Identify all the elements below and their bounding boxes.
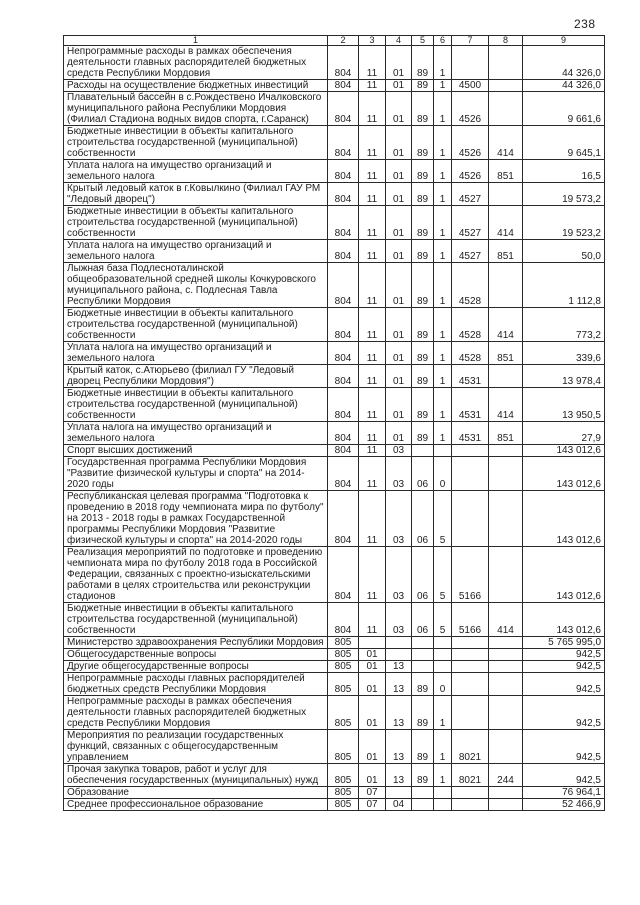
item-name-cell: Уплата налога на имущество организаций и земельного налога — [64, 342, 328, 365]
column-header: 4 — [386, 36, 412, 46]
target-item-code-cell: 4526 — [452, 126, 489, 160]
subprogram-code-cell: 1 — [434, 160, 452, 183]
table-row — [64, 649, 605, 661]
expense-type-code-cell — [489, 80, 523, 92]
table-row — [64, 799, 605, 811]
expense-type-code-cell — [489, 661, 523, 673]
subprogram-code-cell: 1 — [434, 696, 452, 730]
subsection-code-cell: 01 — [386, 240, 412, 263]
section-code-cell: 11 — [359, 491, 386, 547]
item-name-cell: Образование — [64, 787, 328, 799]
target-item-code-cell: 8021 — [452, 764, 489, 787]
column-header: 5 — [412, 36, 434, 46]
program-code-cell: 89 — [412, 240, 434, 263]
program-code-cell: 89 — [412, 183, 434, 206]
ministry-code-cell: 805 — [328, 696, 359, 730]
expense-type-code-cell — [489, 696, 523, 730]
subprogram-code-cell — [434, 649, 452, 661]
table-row — [64, 547, 605, 603]
item-name-cell: Уплата налога на имущество организаций и земельного налога — [64, 422, 328, 445]
table-row — [64, 263, 605, 308]
table-row — [64, 422, 605, 445]
section-code-cell: 11 — [359, 308, 386, 342]
expense-type-code-cell — [489, 673, 523, 696]
subprogram-code-cell: 0 — [434, 673, 452, 696]
target-item-code-cell: 4528 — [452, 342, 489, 365]
subsection-code-cell: 01 — [386, 263, 412, 308]
expense-type-code-cell: 414 — [489, 603, 523, 637]
subprogram-code-cell: 1 — [434, 206, 452, 240]
subprogram-code-cell: 5 — [434, 547, 452, 603]
expense-type-code-cell — [489, 491, 523, 547]
table-row — [64, 240, 605, 263]
column-header: 7 — [452, 36, 489, 46]
table-row — [64, 457, 605, 491]
item-name-cell: Мероприятия по реализации государственных функций, связанных с общегосударственным управлением — [64, 730, 328, 764]
program-code-cell — [412, 637, 434, 649]
ministry-code-cell: 804 — [328, 263, 359, 308]
expense-type-code-cell: 851 — [489, 422, 523, 445]
target-item-code-cell: 4527 — [452, 240, 489, 263]
subprogram-code-cell: 1 — [434, 126, 452, 160]
subsection-code-cell: 01 — [386, 206, 412, 240]
amount-cell: 942,5 — [523, 649, 605, 661]
program-code-cell: 89 — [412, 46, 434, 80]
target-item-code-cell: 4531 — [452, 365, 489, 388]
table-row — [64, 92, 605, 126]
target-item-code-cell: 4526 — [452, 160, 489, 183]
expense-type-code-cell: 851 — [489, 342, 523, 365]
table-row — [64, 445, 605, 457]
section-code-cell: 01 — [359, 730, 386, 764]
expense-type-code-cell — [489, 787, 523, 799]
target-item-code-cell — [452, 445, 489, 457]
ministry-code-cell: 804 — [328, 445, 359, 457]
table-row — [64, 696, 605, 730]
subprogram-code-cell: 1 — [434, 46, 452, 80]
amount-cell: 13 950,5 — [523, 388, 605, 422]
subprogram-code-cell — [434, 637, 452, 649]
table-header — [64, 36, 605, 46]
target-item-code-cell — [452, 491, 489, 547]
amount-cell: 143 012,6 — [523, 445, 605, 457]
target-item-code-cell — [452, 46, 489, 80]
table-body — [64, 46, 605, 811]
program-code-cell: 89 — [412, 160, 434, 183]
subsection-code-cell: 03 — [386, 445, 412, 457]
section-code-cell: 01 — [359, 661, 386, 673]
ministry-code-cell: 804 — [328, 183, 359, 206]
subsection-code-cell: 01 — [386, 126, 412, 160]
subprogram-code-cell: 1 — [434, 730, 452, 764]
ministry-code-cell: 805 — [328, 764, 359, 787]
item-name-cell: Прочая закупка товаров, работ и услуг для обеспечения государственных (муниципальных) нужд — [64, 764, 328, 787]
expense-type-code-cell — [489, 649, 523, 661]
subprogram-code-cell: 1 — [434, 422, 452, 445]
subsection-code-cell — [386, 787, 412, 799]
subprogram-code-cell: 5 — [434, 491, 452, 547]
expense-type-code-cell: 244 — [489, 764, 523, 787]
target-item-code-cell: 4531 — [452, 422, 489, 445]
target-item-code-cell — [452, 696, 489, 730]
subprogram-code-cell — [434, 787, 452, 799]
subsection-code-cell: 01 — [386, 46, 412, 80]
subsection-code-cell: 01 — [386, 80, 412, 92]
item-name-cell: Бюджетные инвестиции в объекты капитального строительства государственной (муниципальной) собственности — [64, 308, 328, 342]
expense-type-code-cell — [489, 547, 523, 603]
section-code-cell: 11 — [359, 183, 386, 206]
ministry-code-cell: 804 — [328, 240, 359, 263]
section-code-cell: 01 — [359, 673, 386, 696]
program-code-cell: 89 — [412, 342, 434, 365]
ministry-code-cell: 804 — [328, 160, 359, 183]
item-name-cell: Непрограммные расходы в рамках обеспечения деятельности главных распорядителей бюджетных средств Республики Мордовия — [64, 46, 328, 80]
subsection-code-cell: 01 — [386, 183, 412, 206]
ministry-code-cell: 805 — [328, 673, 359, 696]
ministry-code-cell: 805 — [328, 730, 359, 764]
amount-cell: 27,9 — [523, 422, 605, 445]
item-name-cell: Крытый ледовый каток в г.Ковылкино (Филиал ГАУ РМ "Ледовый дворец") — [64, 183, 328, 206]
table-row — [64, 637, 605, 649]
subprogram-code-cell: 1 — [434, 388, 452, 422]
item-name-cell: Плавательный бассейн в с.Рождествено Ичалковского муниципального района Республики Мордовия (Филиал Стадиона водных видов спорта, г.Саранск) — [64, 92, 328, 126]
section-code-cell: 11 — [359, 422, 386, 445]
amount-cell: 773,2 — [523, 308, 605, 342]
amount-cell: 19 573,2 — [523, 183, 605, 206]
item-name-cell: Непрограммные расходы в рамках обеспечения деятельности главных распорядителей бюджетных средств Республики Мордовия — [64, 696, 328, 730]
item-name-cell: Реализация мероприятий по подготовке и проведению чемпионата мира по футболу 2018 года в Российской Федерации, связанных с проектно-изыскательскими работами в целях строительства или реконструкции стадионов — [64, 547, 328, 603]
ministry-code-cell: 804 — [328, 206, 359, 240]
section-code-cell: 11 — [359, 126, 386, 160]
item-name-cell: Министерство здравоохранения Республики Мордовия — [64, 637, 328, 649]
ministry-code-cell: 804 — [328, 92, 359, 126]
program-code-cell — [412, 661, 434, 673]
expense-type-code-cell — [489, 46, 523, 80]
amount-cell: 9 661,6 — [523, 92, 605, 126]
section-code-cell: 01 — [359, 696, 386, 730]
section-code-cell: 11 — [359, 457, 386, 491]
program-code-cell: 89 — [412, 80, 434, 92]
table-row — [64, 388, 605, 422]
ministry-code-cell: 804 — [328, 547, 359, 603]
expense-type-code-cell: 414 — [489, 126, 523, 160]
program-code-cell — [412, 787, 434, 799]
subprogram-code-cell: 0 — [434, 457, 452, 491]
target-item-code-cell: 4527 — [452, 183, 489, 206]
target-item-code-cell: 4526 — [452, 92, 489, 126]
subsection-code-cell: 04 — [386, 799, 412, 811]
target-item-code-cell — [452, 673, 489, 696]
amount-cell: 1 112,8 — [523, 263, 605, 308]
table-row — [64, 342, 605, 365]
ministry-code-cell: 804 — [328, 80, 359, 92]
target-item-code-cell: 4528 — [452, 263, 489, 308]
item-name-cell: Лыжная база Подлесноталинской общеобразовательной средней школы Кочкуровского муниципального района, с. Подлесная Тавла Республики Мордовия — [64, 263, 328, 308]
section-code-cell: 11 — [359, 160, 386, 183]
subprogram-code-cell: 1 — [434, 183, 452, 206]
column-header: 8 — [489, 36, 523, 46]
ministry-code-cell: 805 — [328, 787, 359, 799]
target-item-code-cell: 4531 — [452, 388, 489, 422]
expense-type-code-cell — [489, 183, 523, 206]
item-name-cell: Другие общегосударственные вопросы — [64, 661, 328, 673]
subsection-code-cell — [386, 649, 412, 661]
subprogram-code-cell: 1 — [434, 764, 452, 787]
table-row — [64, 183, 605, 206]
expense-type-code-cell — [489, 730, 523, 764]
amount-cell: 942,5 — [523, 661, 605, 673]
subsection-code-cell — [386, 637, 412, 649]
program-code-cell: 89 — [412, 263, 434, 308]
subsection-code-cell: 03 — [386, 603, 412, 637]
ministry-code-cell: 804 — [328, 365, 359, 388]
subprogram-code-cell: 1 — [434, 92, 452, 126]
target-item-code-cell: 4528 — [452, 308, 489, 342]
item-name-cell: Спорт высших достижений — [64, 445, 328, 457]
program-code-cell: 89 — [412, 730, 434, 764]
table-row — [64, 160, 605, 183]
table-row — [64, 603, 605, 637]
subsection-code-cell: 03 — [386, 457, 412, 491]
section-code-cell: 11 — [359, 388, 386, 422]
section-code-cell: 01 — [359, 649, 386, 661]
amount-cell: 50,0 — [523, 240, 605, 263]
ministry-code-cell: 804 — [328, 457, 359, 491]
item-name-cell: Государственная программа Республики Мордовия "Развитие физической культуры и спорта" на 2014-2020 годы — [64, 457, 328, 491]
expense-type-code-cell — [489, 92, 523, 126]
program-code-cell: 89 — [412, 365, 434, 388]
program-code-cell: 06 — [412, 547, 434, 603]
target-item-code-cell: 5166 — [452, 547, 489, 603]
amount-cell: 143 012,6 — [523, 457, 605, 491]
page-number: 238 — [574, 17, 596, 31]
section-code-cell: 11 — [359, 80, 386, 92]
subsection-code-cell: 01 — [386, 422, 412, 445]
target-item-code-cell — [452, 649, 489, 661]
subprogram-code-cell: 1 — [434, 342, 452, 365]
table-row — [64, 206, 605, 240]
program-code-cell: 89 — [412, 388, 434, 422]
subprogram-code-cell: 1 — [434, 263, 452, 308]
program-code-cell: 89 — [412, 696, 434, 730]
item-name-cell: Среднее профессиональное образование — [64, 799, 328, 811]
expense-type-code-cell: 414 — [489, 206, 523, 240]
amount-cell: 76 964,1 — [523, 787, 605, 799]
subsection-code-cell: 01 — [386, 308, 412, 342]
subsection-code-cell: 03 — [386, 491, 412, 547]
target-item-code-cell — [452, 637, 489, 649]
item-name-cell: Непрограммные расходы главных распорядителей бюджетных средств Республики Мордовия — [64, 673, 328, 696]
program-code-cell: 89 — [412, 308, 434, 342]
section-code-cell: 07 — [359, 787, 386, 799]
subprogram-code-cell — [434, 661, 452, 673]
item-name-cell: Общегосударственные вопросы — [64, 649, 328, 661]
program-code-cell: 06 — [412, 457, 434, 491]
ministry-code-cell: 804 — [328, 342, 359, 365]
amount-cell: 5 765 995,0 — [523, 637, 605, 649]
ministry-code-cell: 804 — [328, 422, 359, 445]
subprogram-code-cell: 5 — [434, 603, 452, 637]
expense-type-code-cell — [489, 365, 523, 388]
subsection-code-cell: 01 — [386, 92, 412, 126]
expense-type-code-cell — [489, 263, 523, 308]
expense-type-code-cell: 851 — [489, 160, 523, 183]
item-name-cell: Уплата налога на имущество организаций и земельного налога — [64, 240, 328, 263]
section-code-cell: 11 — [359, 240, 386, 263]
amount-cell: 143 012,6 — [523, 603, 605, 637]
target-item-code-cell — [452, 457, 489, 491]
section-code-cell: 11 — [359, 263, 386, 308]
target-item-code-cell: 8021 — [452, 730, 489, 764]
item-name-cell: Республиканская целевая программа "Подготовка к проведению в 2018 году чемпионата мира по футболу" на 2013 - 2018 годы в рамках Государственной программы Республики Мордовия "Развитие физической культуры и спорта" на 2014-2020 годы — [64, 491, 328, 547]
subsection-code-cell: 13 — [386, 730, 412, 764]
ministry-code-cell: 804 — [328, 388, 359, 422]
expense-type-code-cell — [489, 445, 523, 457]
section-code-cell: 11 — [359, 603, 386, 637]
program-code-cell: 06 — [412, 491, 434, 547]
program-code-cell — [412, 799, 434, 811]
item-name-cell: Бюджетные инвестиции в объекты капитального строительства государственной (муниципальной) собственности — [64, 206, 328, 240]
subsection-code-cell: 13 — [386, 661, 412, 673]
section-code-cell: 11 — [359, 365, 386, 388]
section-code-cell — [359, 637, 386, 649]
table-row — [64, 673, 605, 696]
program-code-cell: 89 — [412, 92, 434, 126]
target-item-code-cell — [452, 799, 489, 811]
section-code-cell: 11 — [359, 206, 386, 240]
amount-cell: 339,6 — [523, 342, 605, 365]
subsection-code-cell: 03 — [386, 547, 412, 603]
ministry-code-cell: 805 — [328, 649, 359, 661]
program-code-cell: 06 — [412, 603, 434, 637]
amount-cell: 9 645,1 — [523, 126, 605, 160]
column-header: 9 — [523, 36, 605, 46]
item-name-cell: Уплата налога на имущество организаций и земельного налога — [64, 160, 328, 183]
amount-cell: 942,5 — [523, 696, 605, 730]
table-row — [64, 308, 605, 342]
amount-cell: 143 012,6 — [523, 491, 605, 547]
amount-cell: 942,5 — [523, 764, 605, 787]
amount-cell: 942,5 — [523, 730, 605, 764]
expense-type-code-cell — [489, 637, 523, 649]
item-name-cell: Расходы на осуществление бюджетных инвестиций — [64, 80, 328, 92]
table-row — [64, 787, 605, 799]
expense-type-code-cell: 414 — [489, 388, 523, 422]
expense-type-code-cell: 851 — [489, 240, 523, 263]
table-row — [64, 661, 605, 673]
subsection-code-cell: 13 — [386, 696, 412, 730]
program-code-cell — [412, 649, 434, 661]
expense-type-code-cell: 414 — [489, 308, 523, 342]
subsection-code-cell: 01 — [386, 365, 412, 388]
ministry-code-cell: 804 — [328, 126, 359, 160]
ministry-code-cell: 805 — [328, 661, 359, 673]
table-row — [64, 126, 605, 160]
ministry-code-cell: 804 — [328, 603, 359, 637]
subsection-code-cell: 13 — [386, 673, 412, 696]
subprogram-code-cell: 1 — [434, 308, 452, 342]
subprogram-code-cell: 1 — [434, 80, 452, 92]
amount-cell: 16,5 — [523, 160, 605, 183]
section-code-cell: 11 — [359, 342, 386, 365]
target-item-code-cell — [452, 787, 489, 799]
target-item-code-cell: 4500 — [452, 80, 489, 92]
amount-cell: 52 466,9 — [523, 799, 605, 811]
column-header: 2 — [328, 36, 359, 46]
subsection-code-cell: 13 — [386, 764, 412, 787]
ministry-code-cell: 804 — [328, 308, 359, 342]
amount-cell: 143 012,6 — [523, 547, 605, 603]
amount-cell: 44 326,0 — [523, 80, 605, 92]
column-header: 6 — [434, 36, 452, 46]
table-row — [64, 46, 605, 80]
table-row — [64, 491, 605, 547]
header-row — [64, 36, 605, 46]
item-name-cell: Бюджетные инвестиции в объекты капитального строительства государственной (муниципальной) собственности — [64, 126, 328, 160]
program-code-cell — [412, 445, 434, 457]
item-name-cell: Бюджетные инвестиции в объекты капитального строительства государственной (муниципальной) собственности — [64, 603, 328, 637]
budget-table — [63, 35, 605, 811]
ministry-code-cell: 804 — [328, 46, 359, 80]
column-header: 1 — [64, 36, 328, 46]
table-row — [64, 730, 605, 764]
subsection-code-cell: 01 — [386, 160, 412, 183]
ministry-code-cell: 805 — [328, 799, 359, 811]
expense-type-code-cell — [489, 457, 523, 491]
section-code-cell: 11 — [359, 445, 386, 457]
item-name-cell: Крытый каток, с.Атюрьево (филиал ГУ "Ледовый дворец Республики Мордовия") — [64, 365, 328, 388]
program-code-cell: 89 — [412, 673, 434, 696]
subsection-code-cell: 01 — [386, 388, 412, 422]
table-row — [64, 80, 605, 92]
subprogram-code-cell — [434, 799, 452, 811]
subprogram-code-cell — [434, 445, 452, 457]
ministry-code-cell: 804 — [328, 491, 359, 547]
target-item-code-cell: 4527 — [452, 206, 489, 240]
ministry-code-cell: 805 — [328, 637, 359, 649]
subprogram-code-cell: 1 — [434, 240, 452, 263]
expense-type-code-cell — [489, 799, 523, 811]
subsection-code-cell: 01 — [386, 342, 412, 365]
target-item-code-cell — [452, 661, 489, 673]
amount-cell: 942,5 — [523, 673, 605, 696]
table-row — [64, 365, 605, 388]
program-code-cell: 89 — [412, 422, 434, 445]
target-item-code-cell: 5166 — [452, 603, 489, 637]
item-name-cell: Бюджетные инвестиции в объекты капитального строительства государственной (муниципальной) собственности — [64, 388, 328, 422]
column-header: 3 — [359, 36, 386, 46]
section-code-cell: 11 — [359, 92, 386, 126]
section-code-cell: 07 — [359, 799, 386, 811]
table-row — [64, 764, 605, 787]
section-code-cell: 11 — [359, 547, 386, 603]
program-code-cell: 89 — [412, 126, 434, 160]
program-code-cell: 89 — [412, 764, 434, 787]
program-code-cell: 89 — [412, 206, 434, 240]
section-code-cell: 11 — [359, 46, 386, 80]
amount-cell: 13 978,4 — [523, 365, 605, 388]
subprogram-code-cell: 1 — [434, 365, 452, 388]
section-code-cell: 01 — [359, 764, 386, 787]
amount-cell: 44 326,0 — [523, 46, 605, 80]
amount-cell: 19 523,2 — [523, 206, 605, 240]
